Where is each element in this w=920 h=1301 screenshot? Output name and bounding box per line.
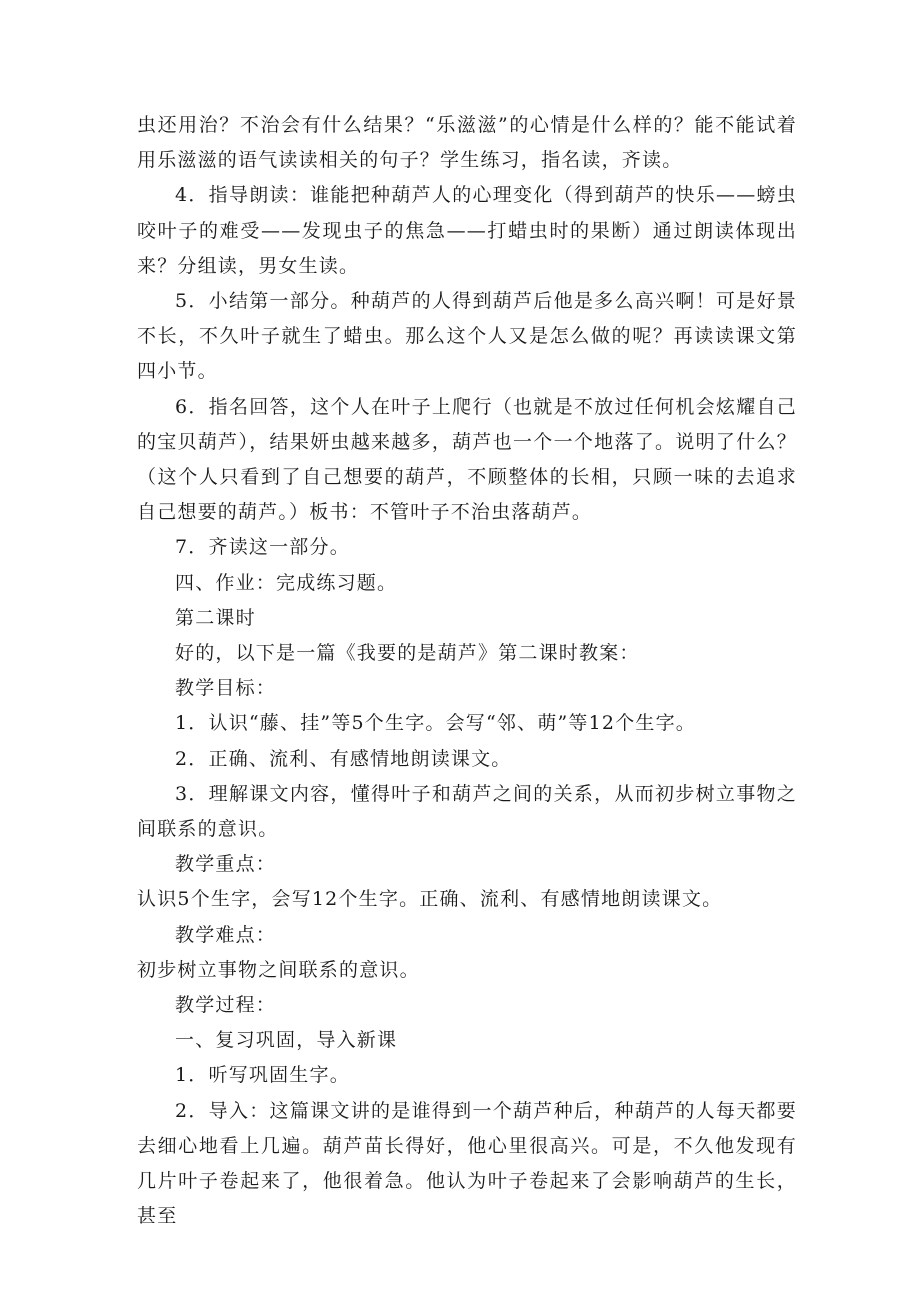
document-page [137,108,797,1235]
section-heading-second-lesson: 第二课时 [175,606,256,629]
paragraph-19: 1．听写巩固生字。 [175,1064,350,1087]
paragraph-1: 虫还用治？不治会有什么结果？“乐滋滋”的心情是什么样的？能不能试着用乐滋滋的语气读读相关的句子？学生练习，指名读，齐读。 [137,114,797,172]
heading-process: 教学过程： [175,994,277,1017]
paragraph-16: 初步树立事物之间联系的意识。 [137,958,420,981]
heading-key-points: 教学重点： [175,853,277,876]
paragraph-20: 2．导入：这篇课文讲的是谁得到一个葫芦种后，种葫芦的人每天都要去细心地看上几遍。葫芦苗长得好，他心里很高兴。可是，不久他发现有几片叶子卷起来了，他很着急。他认为叶子卷起来了会影响葫芦的生长，甚至 [137,1099,797,1228]
paragraph-14: 认识5个生字，会写12个生字。正确、流利、有感情地朗读课文。 [137,888,723,911]
paragraph-18: 一、复习巩固，导入新课 [175,1029,398,1052]
heading-teaching-goals: 教学目标： [175,677,277,700]
paragraph-2: 4．指导朗读：谁能把种葫芦人的心理变化（得到葫芦的快乐——螃虫咬叶子的难受——发现虫子的焦急——打蜡虫时的果断）通过朗读体现出来？分组读，男女生读。 [137,184,797,277]
heading-difficulties: 教学难点： [175,923,277,946]
paragraph-8: 好的，以下是一篇《我要的是葫芦》第二课时教案： [175,642,640,665]
paragraph-11: 2．正确、流利、有感情地朗读课文。 [175,747,512,770]
paragraph-10: 1．认识“藤、挂”等5个生字。会写“邻、萌”等12个生字。 [175,712,697,735]
paragraph-5: 7．齐读这一部分。 [175,536,350,559]
paragraph-3: 5．小结第一部分。种葫芦的人得到葫芦后他是多么高兴啊！可是好景不长，不久叶子就生了蜡虫。那么这个人又是怎么做的呢？再读读课文第四小节。 [137,290,797,383]
paragraph-4: 6．指名回答，这个人在叶子上爬行（也就是不放过任何机会炫耀自己的宝贝葫芦），结果妍虫越来越多，葫芦也一个一个地落了。说明了什么？（这个人只看到了自己想要的葫芦，不顾整体的长相，只顾一味的去追求自己想要的葫芦。）板书：不管叶子不治虫落葫芦。 [137,395,797,524]
paragraph-6: 四、作业：完成练习题。 [175,571,398,594]
paragraph-12: 3．理解课文内容，懂得叶子和葫芦之间的关系，从而初步树立事物之间联系的意识。 [137,782,797,841]
